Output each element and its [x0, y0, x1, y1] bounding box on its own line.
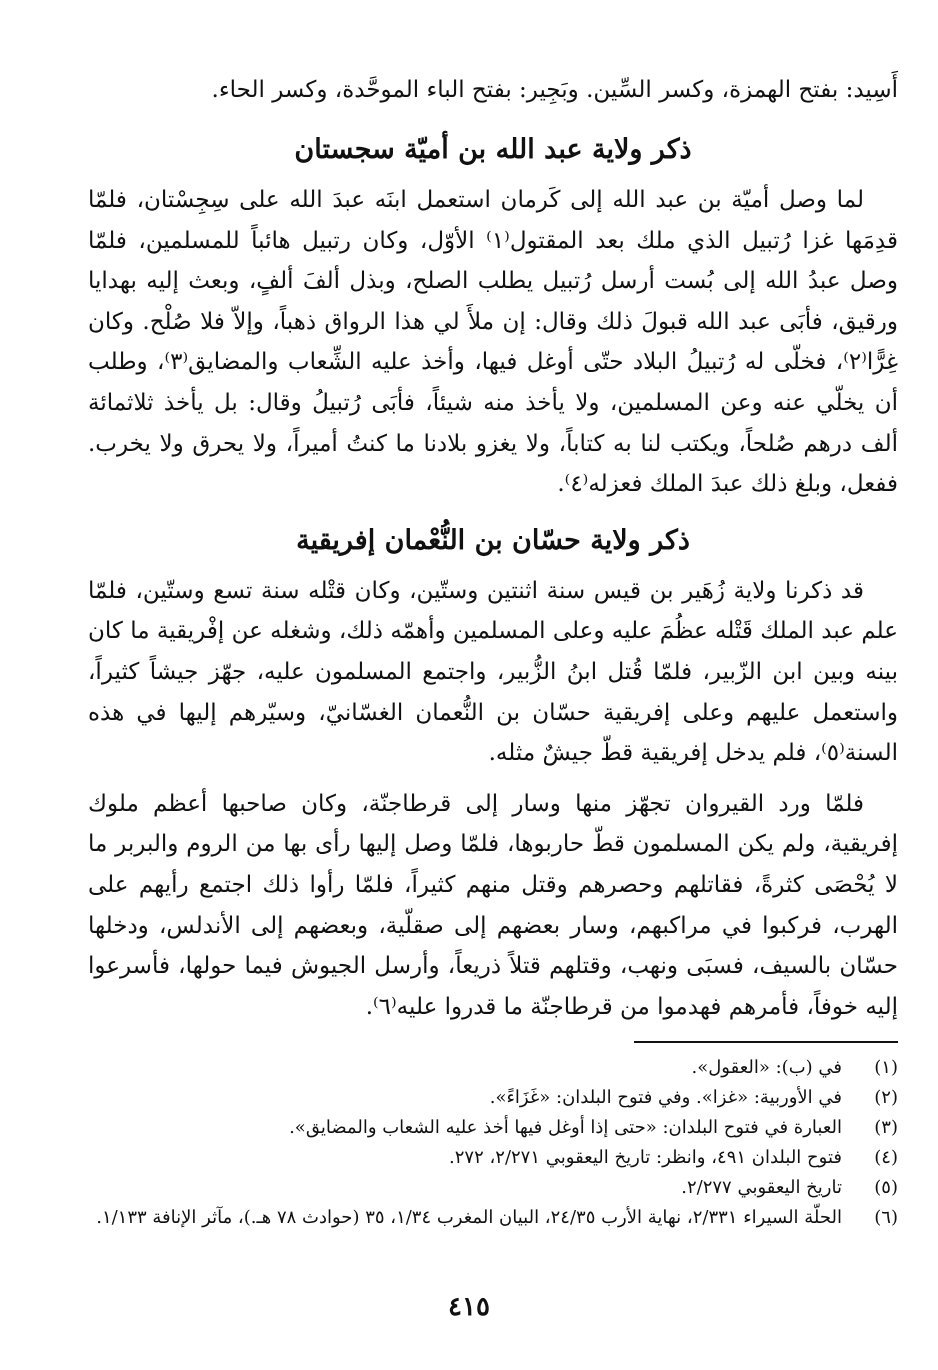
- footnotes: [88, 1053, 898, 1233]
- paragraph: لما وصل أميّة بن عبد الله إلى كَرمان استعمل ابنَه عبدَ الله على سِجِسْتان، فلمّا قدِمَها غزا رُتبيل الذي ملك بعد المقتول⁽١⁾ الأوّل، وكان رتبيل هائباً للمسلمين، فلمّا وصل عبدُ الله إلى بُست أرسل رُتبيل يطلب الصلح، وبذل ألفَ ألفٍ، وبعث إليه بهدايا ورقيق، فأبَى عبد الله قبولَ ذلك وقال: إن ملأَ لي هذا الرواق ذهباً، وإلاّ فلا صُلْح. وكان غِرًّا⁽٢⁾، فخلّى له رُتبيلُ البلاد حتّى أوغل فيها، وأخذ عليه الشِّعاب والمضايق⁽٣⁾، وطلب أن يخلّي عنه وعن المسلمين، ولا يأخذ منه شيئاً، فأبَى رُتبيلُ وقال: بل يأخذ ثلاثمائة ألف درهم صُلحاً، ويكتب لنا به كتاباً، ولا يغزو بلادنا ما كنتُ أميراً، ولا يحرق ولا يخرب. ففعل، وبلغ ذلك عبدَ الملك فعزله⁽٤⁾.: [88, 187, 898, 498]
- footnote-item: [88, 1053, 898, 1083]
- footnote-text: الحلّة السيراء ٢/٣٣١، نهاية الأرب ٢٤/٣٥، البيان المغرب ١/٣٤، ٣٥ (حوادث ٧٨ هـ.)، مآثر الإنافة ١/١٣٣.: [96, 1207, 842, 1229]
- footnote-item: [88, 1143, 898, 1173]
- footnote-text: في الأوربية: «غزا». وفي فتوح البلدان: «غَزَاءً».: [489, 1087, 842, 1109]
- top-continuation-line: أَسِيد: بفتح الهمزة، وكسر السِّين. وبَجِير: بفتح الباء الموحَّدة، وكسر الحاء.: [211, 77, 898, 103]
- section-title-abdullah: ذكر ولاية عبد الله بن أميّة سجستان: [294, 134, 692, 165]
- footnote-number: (٢): [874, 1087, 898, 1109]
- footnote-number: (٥): [874, 1177, 898, 1199]
- footnote-number: (٣): [874, 1117, 898, 1139]
- footnote-item: [88, 1113, 898, 1143]
- footnote-number: (١): [874, 1057, 898, 1079]
- footnote-item: [88, 1203, 898, 1233]
- page-number: ٤١٥: [448, 1292, 490, 1322]
- footnote-item: [88, 1083, 898, 1113]
- document-page: [88, 70, 898, 1233]
- footnote-text: فتوح البلدان ٤٩١، وانظر: تاريخ اليعقوبي ٢/٢٧١، ٢٧٢.: [449, 1147, 842, 1169]
- footnote-number: (٦): [874, 1207, 898, 1229]
- footnote-text: العبارة في فتوح البلدان: «حتى إذا أوغل فيها أخذ عليه الشعاب والمضايق».: [289, 1117, 842, 1139]
- footnote-divider: [634, 1041, 898, 1043]
- footnote-item: [88, 1173, 898, 1203]
- footnote-text: في (ب): «العقول».: [691, 1057, 842, 1079]
- paragraph: فلمّا ورد القيروان تجهّز منها وسار إلى قرطاجنّة، وكان صاحبها أعظم ملوك إفريقية، ولم يكن المسلمون قطّ حاربوها، فلمّا وصل إليها رأى بها من الروم والبربر ما لا يُحْصَى كثرةً، فقاتلهم وحصرهم وقتل منهم كثيراً، فلمّا رأوا ذلك اجتمع رأيهم على الهرب، فركبوا في مراكبهم، وسار بعضهم إلى صقلّية، وبعضهم إلى الأندلس، ودخلها حسّان بالسيف، فسبَى ونهب، وقتلهم قتلاً ذريعاً، وأرسل الجيوش فيما حولها، فأسرعوا إليه خوفاً، فأمرهم فهدموا من قرطاجنّة ما قدروا عليه⁽٦⁾.: [88, 790, 898, 1020]
- section-title-hassan: ذكر ولاية حسّان بن النُّعْمان إفريقية: [296, 524, 690, 556]
- paragraph: قد ذكرنا ولاية زُهَير بن قيس سنة اثنتين وستّين، وكان قتْله سنة تسع وستّين، فلمّا علم عبد الملك قَتْله عظُمَ عليه وعلى المسلمين وأهمّه ذلك، وشغله عن إفْريقية ما كان بينه وبين ابن الزّبير، فلمّا قُتل ابنُ الزُّبير، واجتمع المسلمون عليه، جهّز جيشاً كثيراً، واستعمل عليهم وعلى إفريقية حسّان بن النُّعمان الغسّانيّ، وسيّرهم إليها في هذه السنة⁽٥⁾، فلم يدخل إفريقية قطّ جيشٌ مثله.: [88, 577, 898, 767]
- footnote-text: تاريخ اليعقوبي ٢/٢٧٧.: [681, 1177, 842, 1199]
- footnote-number: (٤): [874, 1147, 898, 1169]
